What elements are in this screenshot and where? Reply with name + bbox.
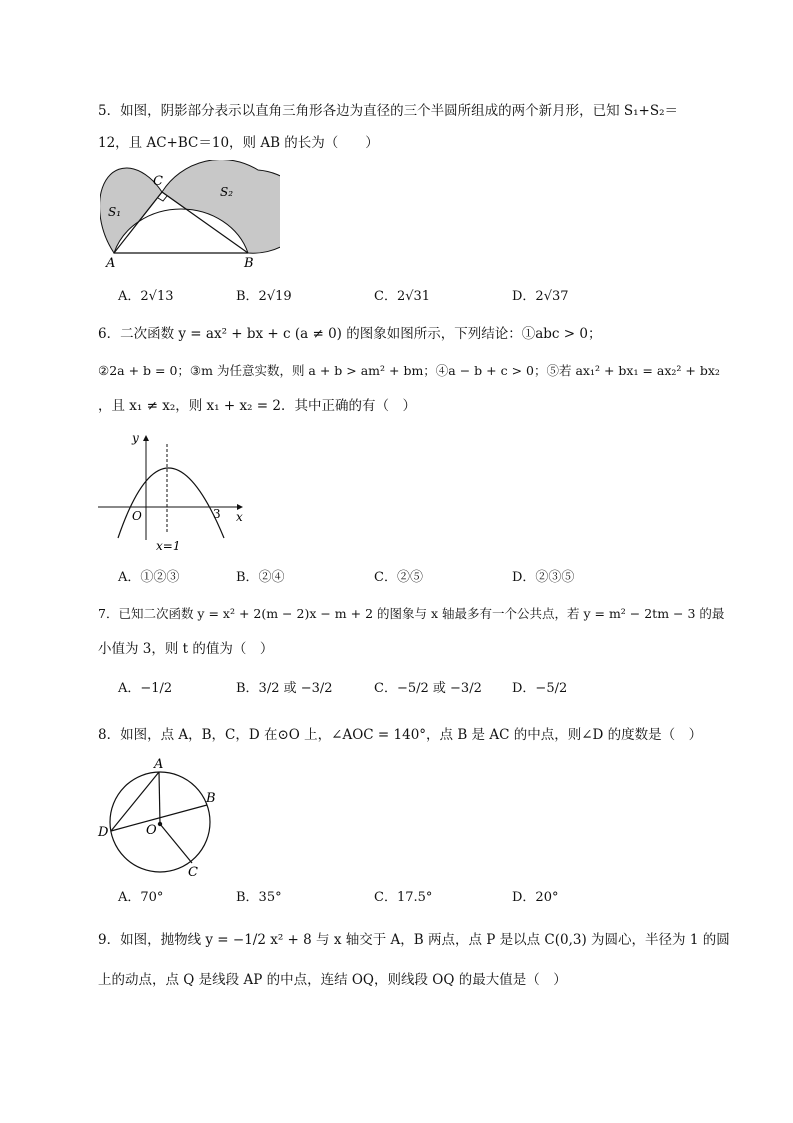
q6-label-3: 3 bbox=[213, 507, 221, 521]
q5-stem-line2: 12，且 AC+BC＝10，则 AB 的长为（ ） bbox=[98, 135, 379, 151]
q8-stem-line1: 8．如图，点 A，B，C，D 在⊙O 上，∠AOC = 140°，点 B 是 AC 的中点，则∠D 的度数是（ ） bbox=[98, 727, 703, 743]
q7-option-b[interactable]: B．3/2 或 −3/2 bbox=[236, 681, 333, 696]
q6-label-o: O bbox=[132, 509, 142, 523]
q8-label-c: C bbox=[188, 865, 198, 880]
q8-center-dot bbox=[158, 822, 162, 826]
q8-option-a[interactable]: A．70° bbox=[118, 890, 164, 905]
q8-label-o: O bbox=[146, 823, 157, 838]
q6-stem-line3: ，且 x₁ ≠ x₂，则 x₁ + x₂ = 2．其中正确的有（ ） bbox=[98, 398, 416, 414]
q6-stem-line1: 6．二次函数 y = ax² + bx + c (a ≠ 0) 的图象如图所示，下列结论：①abc > 0； bbox=[98, 326, 602, 342]
q6-parabola bbox=[118, 468, 224, 538]
q9-stem-line1: 9．如图，抛物线 y = −1/2 x² + 8 与 x 轴交于 A，B 两点，点 P 是以点 C(0,3) 为圆心，半径为 1 的圆 bbox=[98, 932, 730, 948]
q6-option-a[interactable]: A．①②③ bbox=[118, 570, 180, 585]
q5-option-a[interactable]: A．2√13 bbox=[118, 289, 174, 304]
q7-option-d[interactable]: D．−5/2 bbox=[512, 681, 568, 696]
q6-figure bbox=[96, 428, 256, 556]
q6-label-axis: x=1 bbox=[156, 539, 181, 553]
q6-option-d[interactable]: D．②③⑤ bbox=[512, 570, 575, 585]
q7-stem-line2: 小值为 3，则 t 的值为（ ） bbox=[98, 641, 274, 657]
q5-label-c: C bbox=[153, 174, 163, 189]
q7-option-c[interactable]: C．−5/2 或 −3/2 bbox=[374, 681, 482, 696]
q6-option-b[interactable]: B．②④ bbox=[236, 570, 285, 585]
q8-line-db bbox=[111, 805, 207, 831]
q5-label-b: B bbox=[244, 256, 254, 270]
q6-stem-line2: ②2a + b = 0；③m 为任意实数，则 a + b > am² + bm；④a − b + c > 0；⑤若 ax₁² + bx₁ = ax₂² + bx₂ bbox=[98, 363, 720, 378]
q8-label-a: A bbox=[154, 758, 164, 772]
q8-option-d[interactable]: D．20° bbox=[512, 890, 559, 905]
q8-line-oc bbox=[160, 824, 192, 863]
q6-label-y: y bbox=[132, 431, 139, 445]
q8-option-c[interactable]: C．17.5° bbox=[374, 890, 433, 905]
q8-option-b[interactable]: B．35° bbox=[236, 890, 282, 905]
q8-label-d: D bbox=[98, 825, 109, 840]
q8-label-b: B bbox=[206, 791, 216, 806]
q5-right-angle-mark bbox=[158, 196, 167, 201]
q8-line-oa bbox=[159, 772, 160, 824]
q5-option-c[interactable]: C．2√31 bbox=[374, 289, 431, 304]
q9-stem-line2: 上的动点，点 Q 是线段 AP 的中点，连结 OQ，则线段 OQ 的最大值是（ ） bbox=[98, 972, 567, 988]
q5-figure bbox=[100, 160, 280, 270]
q5-label-s1: S₁ bbox=[108, 205, 122, 219]
q7-option-a[interactable]: A．−1/2 bbox=[118, 681, 173, 696]
q8-figure bbox=[96, 758, 226, 880]
q5-label-a: A bbox=[106, 256, 116, 270]
q5-option-b[interactable]: B．2√19 bbox=[236, 289, 292, 304]
q5-stem-line1: 5．如图，阴影部分表示以直角三角形各边为直径的三个半圆所组成的两个新月形，已知 S₁+S₂＝ bbox=[98, 103, 679, 119]
q7-stem-line1: 7．已知二次函数 y = x² + 2(m − 2)x − m + 2 的图象与 x 轴最多有一个公共点，若 y = m² − 2tm − 3 的最 bbox=[98, 606, 725, 621]
q6-label-x: x bbox=[236, 510, 243, 524]
q5-option-d[interactable]: D．2√37 bbox=[512, 289, 569, 304]
q6-option-c[interactable]: C．②⑤ bbox=[374, 570, 423, 585]
q5-label-s2: S₂ bbox=[220, 185, 234, 199]
